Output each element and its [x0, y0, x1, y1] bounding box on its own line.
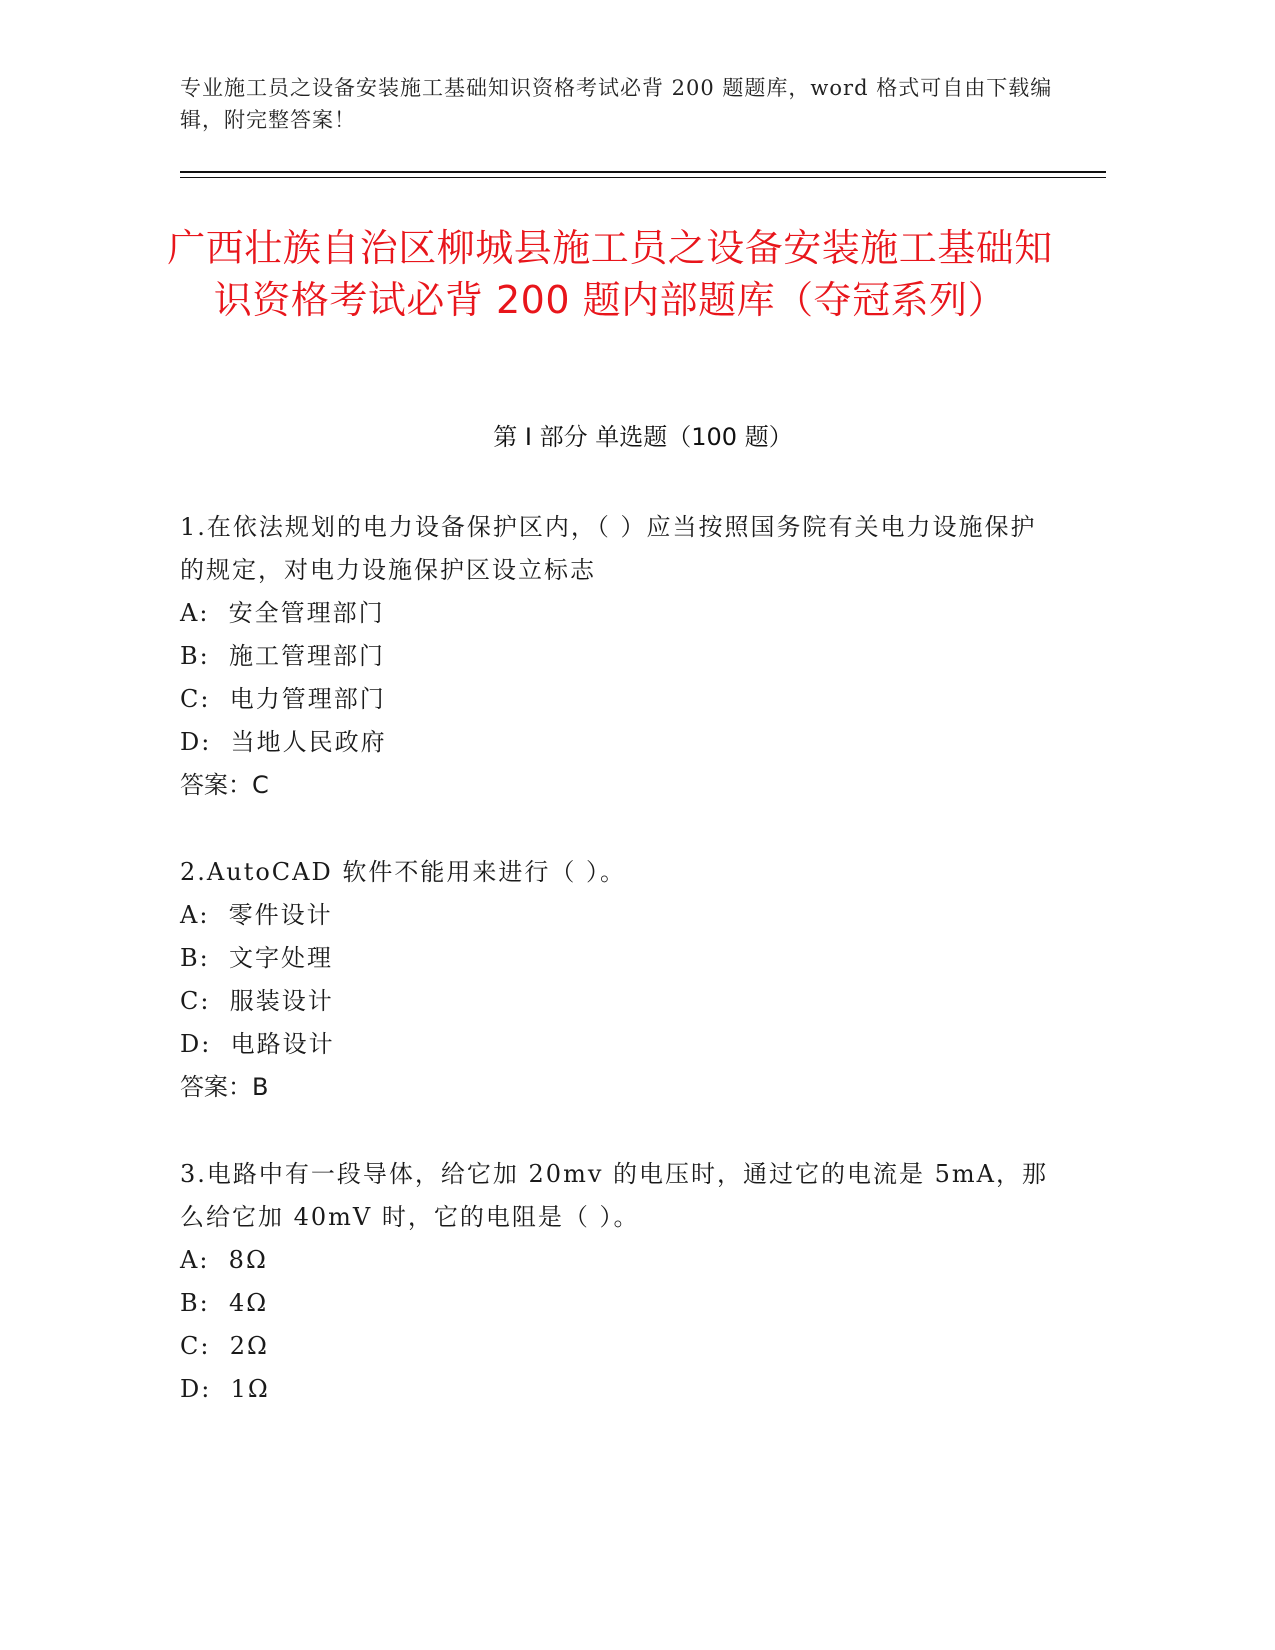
header-divider-thin: [180, 177, 1106, 178]
option-d: D: 电路设计: [180, 1030, 335, 1058]
option-c: C: 服装设计: [180, 987, 334, 1015]
header-note: 专业施工员之设备安装施工基础知识资格考试必背 200 题题库，word 格式可自由下载编辑，附完整答案！: [180, 76, 1053, 132]
option-b: B: 文字处理: [180, 944, 333, 972]
option-a: A: 零件设计: [180, 901, 333, 929]
question-stem: 3.电路中有一段导体，给它加 20mv 的电压时，通过它的电流是 5mA，那么给它加 40mV 时，它的电阻是（ ）。: [180, 1160, 1048, 1231]
question-1: [180, 506, 1060, 807]
option-b: B: 施工管理部门: [180, 642, 385, 670]
question-list: [180, 506, 1060, 1455]
option-a: A: 8Ω: [180, 1246, 268, 1274]
answer: 答案：B: [180, 1073, 269, 1101]
option-a: A: 安全管理部门: [180, 599, 385, 627]
answer: 答案：C: [180, 771, 269, 799]
option-b: B: 4Ω: [180, 1289, 269, 1317]
question-stem: 2.AutoCAD 软件不能用来进行（ ）。: [180, 858, 626, 886]
header-divider-thick: [180, 171, 1106, 173]
option-d: D: 当地人民政府: [180, 728, 387, 756]
question-3: [180, 1153, 1060, 1411]
document-title: 广西壮族自治区柳城县施工员之设备安装施工基础知识资格考试必背 200 题内部题库（夺冠系列）: [167, 226, 1053, 322]
question-2: [180, 851, 1060, 1109]
option-c: C: 电力管理部门: [180, 685, 386, 713]
option-d: D: 1Ω: [180, 1375, 270, 1403]
question-stem: 1.在依法规划的电力设备保护区内，（ ）应当按照国务院有关电力设施保护的规定，对电力设施保护区设立标志: [180, 513, 1037, 584]
section-title: 第 I 部分 单选题（100 题）: [493, 423, 793, 451]
option-c: C: 2Ω: [180, 1332, 269, 1360]
